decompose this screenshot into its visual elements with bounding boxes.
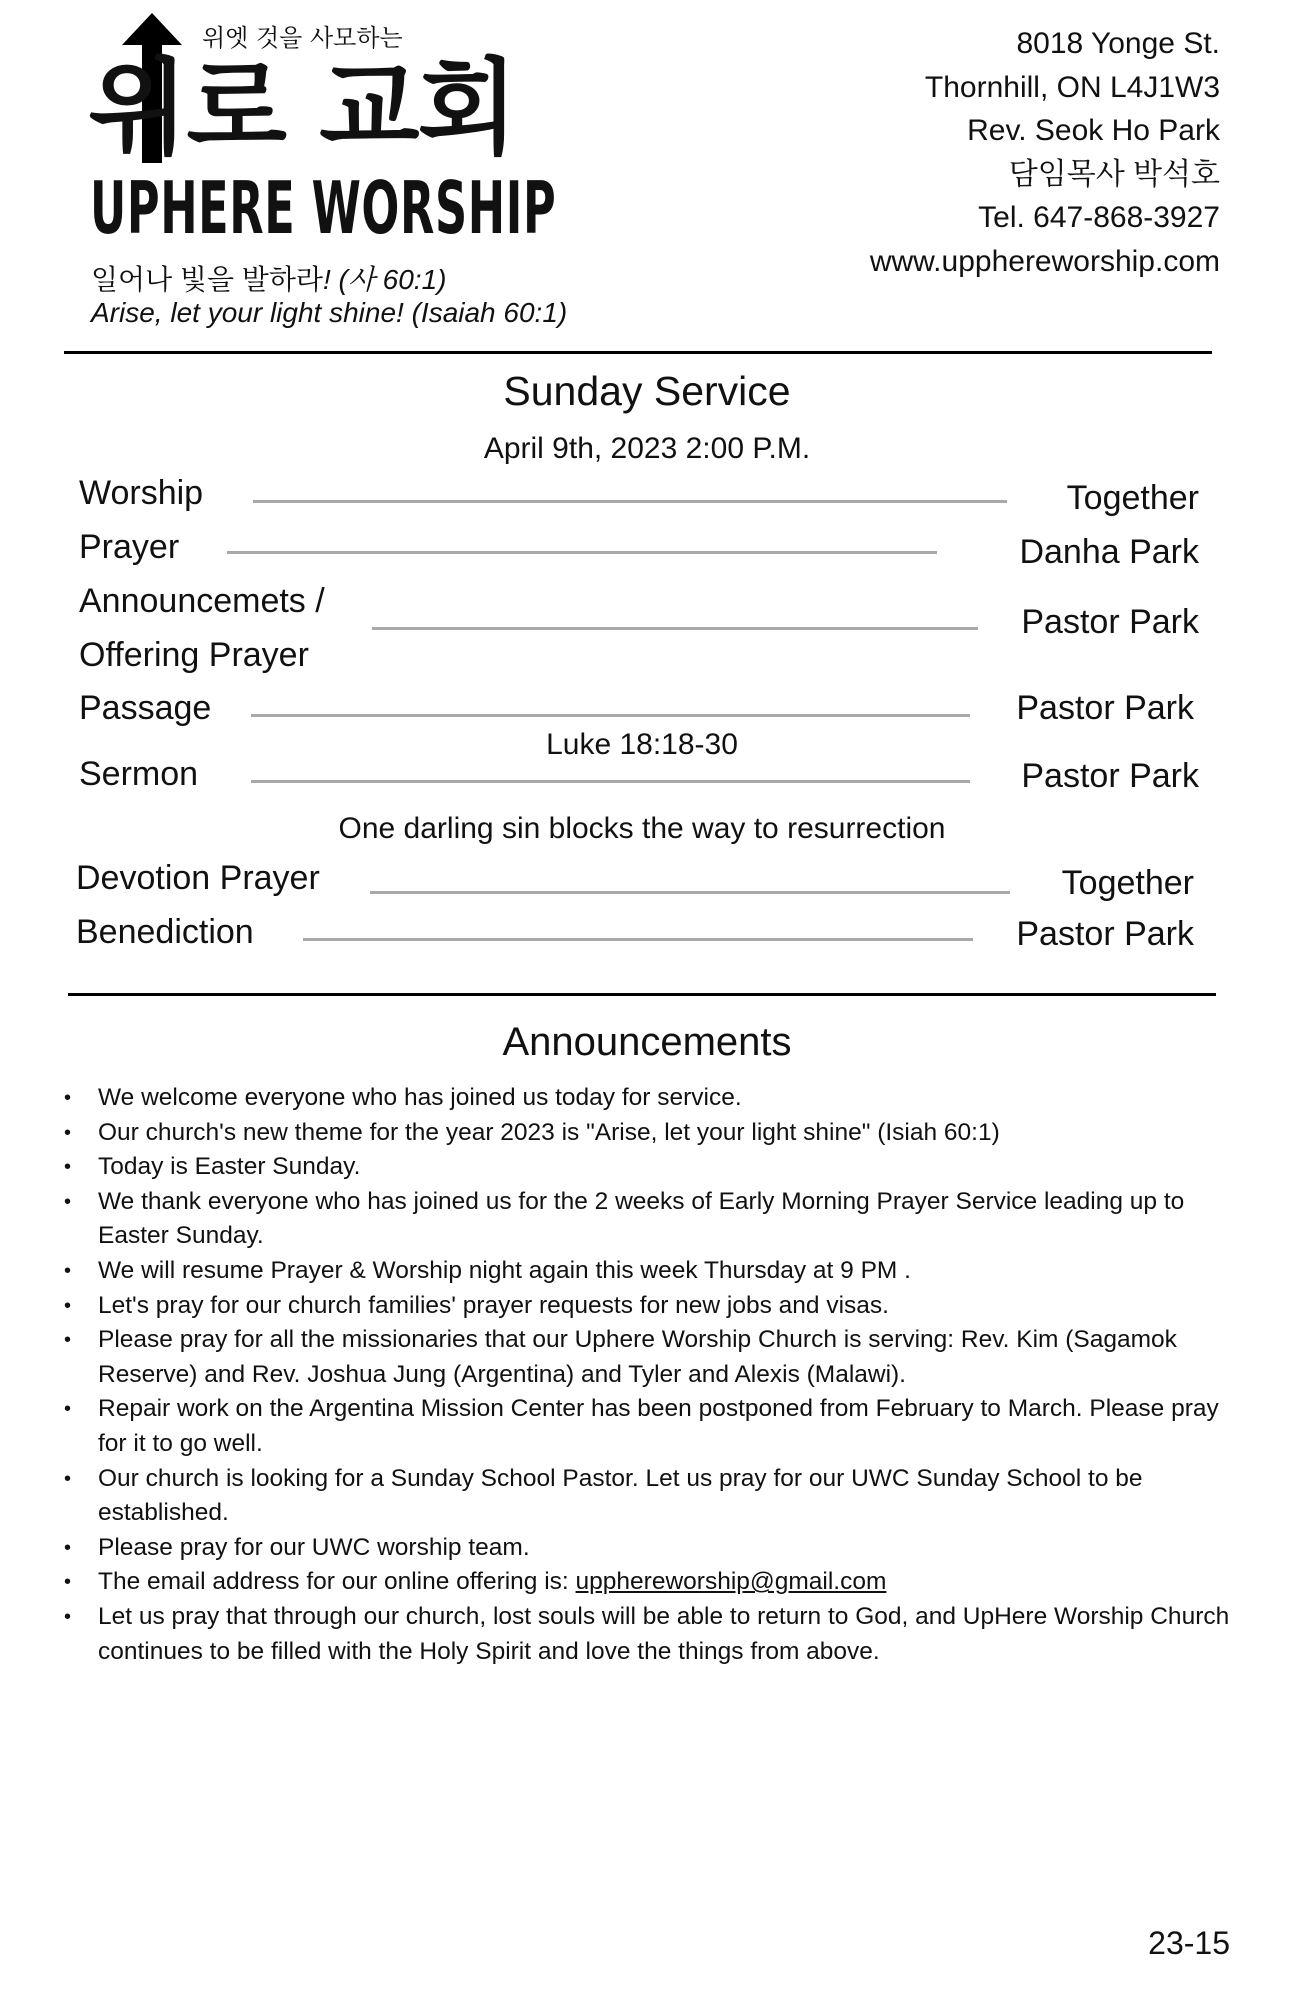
program-leader-worship: Together <box>1066 479 1199 517</box>
offering-email-link[interactable]: upphereworship@gmail.com <box>575 1568 887 1596</box>
bullet-icon: • <box>64 1087 72 1109</box>
program-leader-line <box>303 938 973 941</box>
announcement-text: Today is Easter Sunday. <box>98 1153 361 1181</box>
website-link[interactable]: www.upphereworship.com <box>869 244 1220 278</box>
page-number: 23-15 <box>1148 1925 1230 1961</box>
program-label-prayer: Prayer <box>79 528 180 566</box>
announcement-item <box>64 1150 1254 1185</box>
bullet-icon: • <box>64 1329 72 1352</box>
announcement-text: Our church's new theme for the year 2023 is "Arise, let your light shine" (Isiah 60:1) <box>98 1118 1000 1146</box>
announcement-item <box>64 1565 1254 1600</box>
program-leader-devotion-prayer: Together <box>1061 864 1194 902</box>
announcement-text: Please pray for all the missionaries that our Uphere Worship Church is serving: Rev. Kim (Sagamok Reserve) and Rev. Joshua Jung (Argentina) and Tyler and Alexis (Malawi). <box>98 1326 1177 1388</box>
announcement-text: Repair work on the Argentina Mission Center has been postponed from February to March. Please pray for it to go well. <box>98 1395 1219 1457</box>
program-leader-line <box>372 627 978 630</box>
logo-english-name: UPHERE WORSHIP <box>90 166 557 250</box>
motto-korean <box>91 258 446 298</box>
announcement-item <box>64 1392 1254 1461</box>
program-leader-line <box>251 714 970 717</box>
bullet-icon: • <box>64 1605 72 1628</box>
pastor-korean: 담임목사 박석호 <box>1008 157 1220 191</box>
bullet-icon: • <box>64 1536 72 1559</box>
announcement-item <box>64 1185 1254 1254</box>
announcement-text: Please pray for our UWC worship team. <box>98 1533 530 1561</box>
program-leader-passage: Pastor Park <box>1016 689 1194 727</box>
bullet-icon: • <box>64 1467 72 1490</box>
program-label-announcements: Announcemets / <box>79 582 325 620</box>
header-divider <box>64 351 1212 354</box>
program-leader-benediction: Pastor Park <box>1016 915 1194 953</box>
bullet-icon: • <box>64 1190 72 1213</box>
passage-reference: Luke 18:18-30 <box>546 728 738 761</box>
service-date: April 9th, 2023 2:00 P.M. <box>483 432 811 465</box>
program-label-offering-prayer: Offering Prayer <box>79 636 309 674</box>
bullet-icon: • <box>64 1259 72 1282</box>
program-label-benediction: Benediction <box>76 913 254 951</box>
program-leader-announcements: Pastor Park <box>1021 603 1199 641</box>
service-divider <box>68 993 1216 996</box>
program-label-sermon: Sermon <box>79 755 199 793</box>
announcement-text: We welcome everyone who has joined us today for service. <box>98 1084 742 1111</box>
announcements-list <box>64 1081 1254 1669</box>
program-leader-line <box>253 500 1007 503</box>
contact-block <box>870 22 1220 283</box>
motto-korean-text: 일어나 빛을 발하라 <box>91 264 323 295</box>
program-label-worship: Worship <box>79 474 204 512</box>
announcement-item <box>64 1081 1254 1116</box>
announcement-text: Our church is looking for a Sunday School Pastor. Let us pray for our UWC Sunday School to be established. <box>98 1464 1143 1527</box>
logo-tagline: 위엣 것을 사모하는 <box>202 24 403 52</box>
address-line1: 8018 Yonge St. <box>1016 27 1220 60</box>
announcements-title: Announcements <box>502 1020 792 1064</box>
announcement-item <box>64 1600 1254 1669</box>
announcement-text: Let's pray for our church families' prayer requests for new jobs and visas. <box>98 1291 889 1319</box>
bullet-icon: • <box>64 1121 72 1144</box>
announcement-text: We thank everyone who has joined us for the 2 weeks of Early Morning Prayer Service leading up to Easter Sunday. <box>98 1187 1185 1250</box>
bullet-icon: • <box>64 1398 72 1421</box>
address-line2: Thornhill, ON L4J1W3 <box>924 70 1220 104</box>
logo-korean-name: 위로 교회 <box>88 47 517 169</box>
phone-number: Tel. 647-868-3927 <box>978 201 1220 234</box>
program-label-passage: Passage <box>79 689 212 727</box>
announcement-item <box>64 1323 1254 1392</box>
announcement-text: The email address for our online offering is: <box>98 1568 576 1596</box>
program-label-devotion-prayer: Devotion Prayer <box>76 859 320 897</box>
bullet-icon: • <box>64 1156 72 1179</box>
sermon-title: One darling sin blocks the way to resurrection <box>338 812 946 845</box>
announcement-text: We will resume Prayer & Worship night again this week Thursday at 9 PM . <box>98 1256 911 1284</box>
motto-korean-ref: ! (사 60:1) <box>322 264 447 295</box>
program-leader-line <box>251 780 970 783</box>
program-leader-line <box>370 891 1010 894</box>
motto-english: Arise, let your light shine! (Isaiah 60:1) <box>91 297 568 328</box>
program-leader-line <box>227 551 937 554</box>
announcement-item <box>64 1289 1254 1324</box>
announcement-item <box>64 1254 1254 1289</box>
announcement-item <box>64 1462 1254 1531</box>
pastor-english: Rev. Seok Ho Park <box>967 114 1220 147</box>
program-leader-prayer: Danha Park <box>1019 533 1199 571</box>
announcement-text: Let us pray that through our church, lost souls will be able to return to God, and UpHere Worship Church continues to be filled with the Holy Spirit and love the things from above. <box>98 1602 1230 1665</box>
announcement-item <box>64 1116 1254 1151</box>
bullet-icon: • <box>64 1294 72 1317</box>
service-title: Sunday Service <box>503 368 791 414</box>
announcement-item <box>64 1531 1254 1566</box>
program-leader-sermon: Pastor Park <box>1021 757 1199 795</box>
bullet-icon: • <box>64 1571 72 1594</box>
